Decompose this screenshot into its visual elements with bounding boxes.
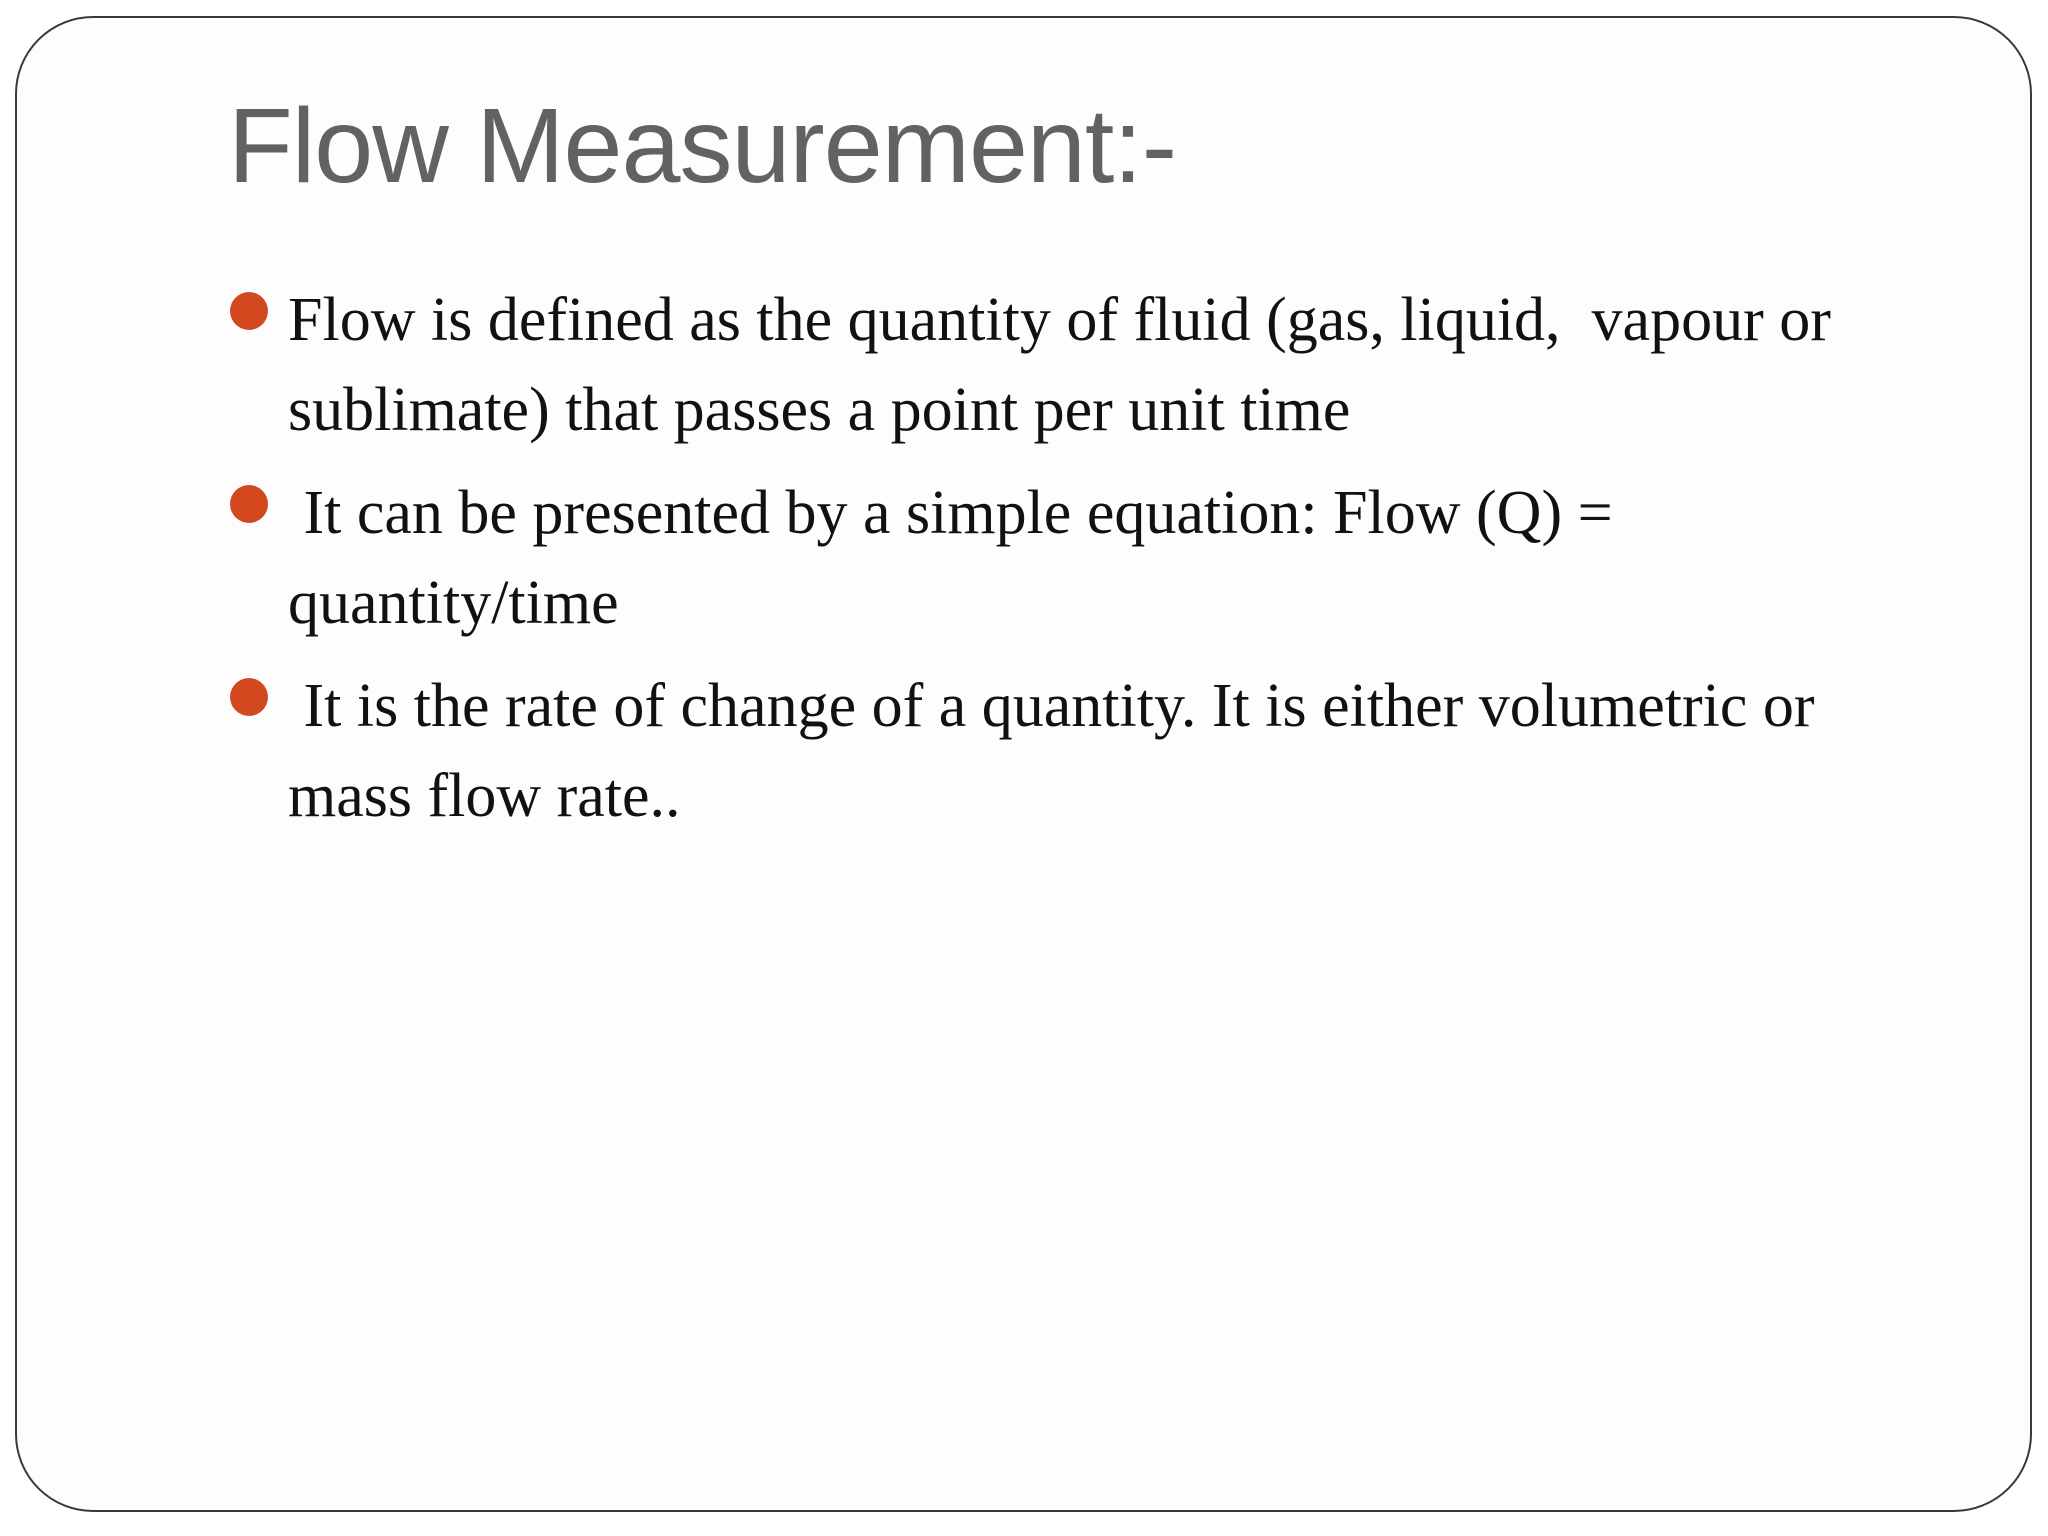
slide-title: Flow Measurement:-: [228, 87, 1177, 205]
bullet-item: [228, 661, 1928, 841]
bullet-dot-icon: [230, 485, 268, 523]
bullet-text: Flow is defined as the quantity of fluid (gas, liquid, vapour or sublimate) that passes a point per unit time: [288, 286, 1847, 444]
bullet-dot-icon: [230, 292, 268, 330]
bullet-item: [228, 468, 1928, 648]
bullet-list: [228, 275, 1928, 854]
bullet-dot-icon: [230, 678, 268, 716]
bullet-text: It is the rate of change of a quantity. It is either volumetric or mass flow rate..: [288, 672, 1831, 830]
bullet-item: [228, 275, 1928, 455]
bullet-text: It can be presented by a simple equation: Flow (Q) = quantity/time: [288, 479, 1629, 637]
